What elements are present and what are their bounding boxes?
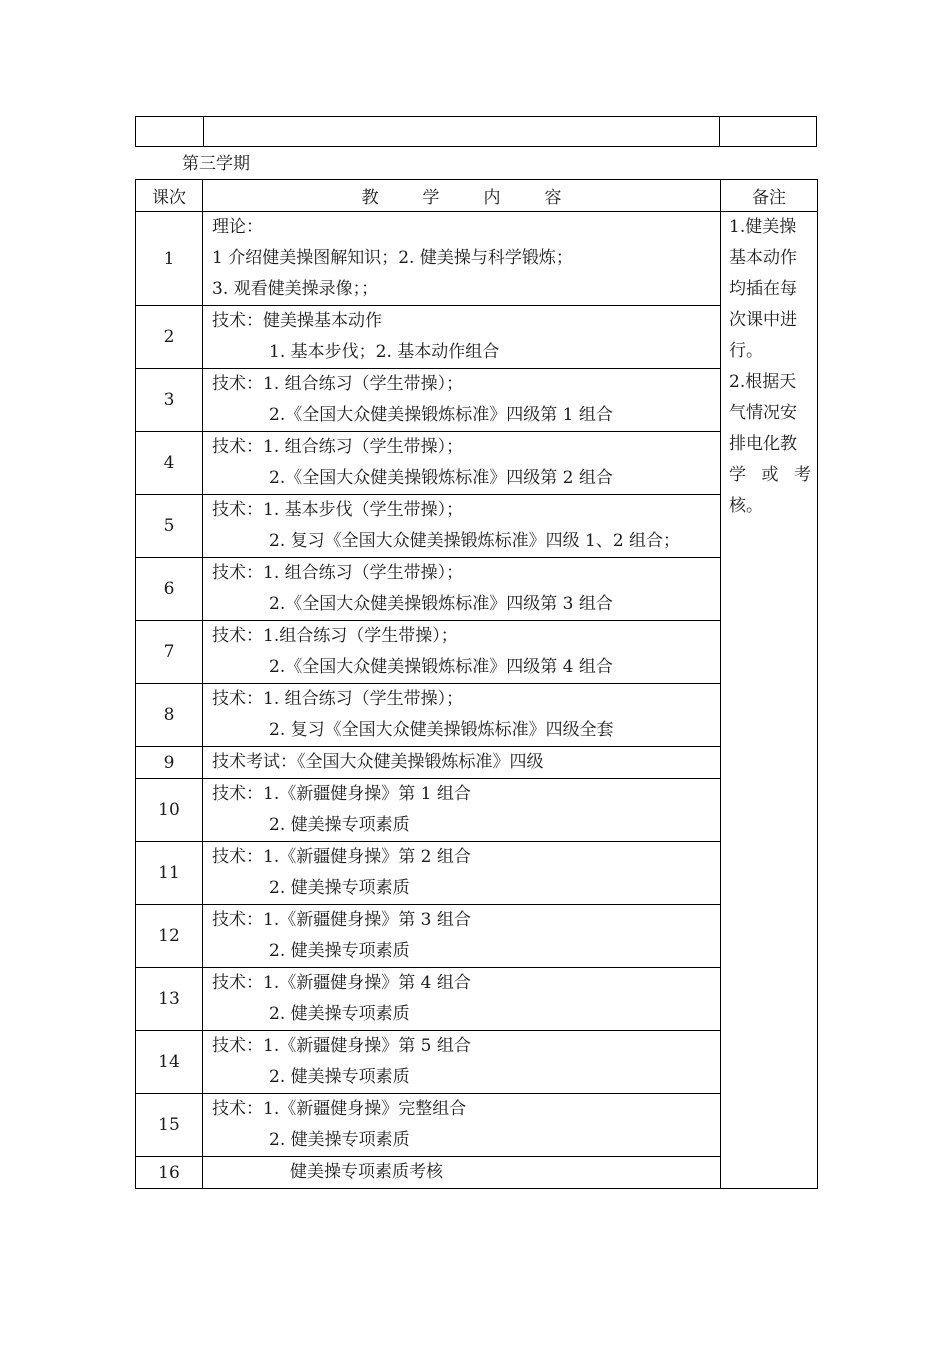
lesson-content [203, 432, 721, 495]
lesson-number: 10 [136, 779, 203, 842]
lesson-content-line: 1. 基本步伐；2. 基本动作组合 [269, 342, 500, 362]
lesson-number: 5 [136, 495, 203, 558]
lesson-number: 3 [136, 369, 203, 432]
lesson-content-line: 2. 健美操专项素质 [269, 1130, 410, 1150]
table-row [136, 1031, 818, 1094]
lesson-number: 4 [136, 432, 203, 495]
lesson-number: 14 [136, 1031, 203, 1094]
lesson-content-line: 2. 健美操专项素质 [269, 878, 410, 898]
lesson-number: 8 [136, 684, 203, 747]
lesson-content-line: 理论： [212, 217, 263, 237]
header-lesson: 课次 [136, 180, 203, 212]
stub-cell-lesson [136, 117, 204, 146]
notes-line: 气情况安 [729, 403, 797, 423]
notes-line: 2.根据天 [729, 372, 797, 392]
table-header-row [136, 180, 818, 212]
header-content-char: 内 [483, 188, 501, 208]
lesson-content-line: 2.《全国大众健美操锻炼标准》四级第 3 组合 [269, 594, 613, 614]
table-row [136, 558, 818, 621]
lesson-content-line: 技术：1.《新疆健身操》第 5 组合 [212, 1036, 471, 1056]
stub-cell-content [204, 117, 720, 146]
lesson-number: 16 [136, 1157, 203, 1189]
lesson-content [203, 905, 721, 968]
lesson-number: 1 [136, 212, 203, 306]
table-row [136, 747, 818, 779]
lesson-content [203, 621, 721, 684]
lesson-content-line: 2.《全国大众健美操锻炼标准》四级第 4 组合 [269, 657, 613, 677]
table-row [136, 1094, 818, 1157]
lesson-content-line: 技术：1.《新疆健身操》第 4 组合 [212, 973, 471, 993]
lesson-content-line: 技术：健美操基本动作 [212, 311, 382, 331]
lesson-content-line: 1 介绍健美操图解知识；2. 健美操与科学锻炼； [212, 248, 573, 268]
lesson-number: 6 [136, 558, 203, 621]
notes-line: 均插在每 [729, 279, 797, 299]
header-content-char: 教 [361, 188, 379, 208]
table-row [136, 684, 818, 747]
lesson-content [203, 212, 721, 306]
lesson-content [203, 747, 721, 779]
lesson-content-line: 2. 健美操专项素质 [269, 1067, 410, 1087]
lesson-content [203, 495, 721, 558]
lesson-content-line: 2. 健美操专项素质 [269, 1004, 410, 1024]
notes-line: 排电化教 [729, 434, 797, 454]
notes-line: 次课中进 [729, 310, 797, 330]
lesson-number: 11 [136, 842, 203, 905]
lesson-content-line: 技术：1. 组合练习（学生带操）； [212, 437, 464, 457]
stub-cell-notes [720, 117, 816, 146]
lesson-number: 7 [136, 621, 203, 684]
lesson-content-line: 2. 复习《全国大众健美操锻炼标准》四级 1、2 组合； [269, 531, 681, 551]
lesson-content-line: 技术：1.组合练习（学生带操）； [212, 626, 458, 646]
header-content-char: 容 [544, 188, 562, 208]
lesson-content-line: 技术考试：《全国大众健美操锻炼标准》四级 [212, 752, 544, 772]
lesson-content-line: 2. 复习《全国大众健美操锻炼标准》四级全套 [269, 720, 614, 740]
table-row [136, 1157, 818, 1189]
lesson-content-line: 技术：1.《新疆健身操》第 3 组合 [212, 910, 471, 930]
table-row [136, 842, 818, 905]
notes-line: 行。 [729, 341, 763, 361]
lesson-number: 12 [136, 905, 203, 968]
term-title: 第三学期 [182, 154, 250, 174]
table-row [136, 495, 818, 558]
table-row [136, 306, 818, 369]
lesson-content-line: 技术：1.《新疆健身操》完整组合 [212, 1099, 467, 1119]
table-row [136, 369, 818, 432]
lesson-content [203, 842, 721, 905]
lesson-number: 2 [136, 306, 203, 369]
table-row [136, 779, 818, 842]
header-content-char: 学 [422, 188, 440, 208]
lesson-content-line: 技术：1. 组合练习（学生带操）； [212, 374, 464, 394]
lesson-content [203, 306, 721, 369]
lesson-number: 9 [136, 747, 203, 779]
lesson-content-line: 2.《全国大众健美操锻炼标准》四级第 1 组合 [269, 405, 613, 425]
table-row [136, 432, 818, 495]
notes-line: 1.健美操 [729, 217, 797, 237]
notes-line: 学 或 考 [729, 465, 811, 485]
notes-line: 核。 [729, 496, 763, 516]
lesson-content [203, 369, 721, 432]
lesson-content-line: 健美操专项素质考核 [290, 1162, 443, 1182]
lesson-content-line: 3. 观看健美操录像；； [212, 279, 379, 299]
lesson-content [203, 684, 721, 747]
lesson-content-line: 技术：1. 组合练习（学生带操）； [212, 563, 464, 583]
schedule-table [135, 179, 818, 1189]
lesson-content-line: 2.《全国大众健美操锻炼标准》四级第 2 组合 [269, 468, 613, 488]
lesson-content-line: 2. 健美操专项素质 [269, 815, 410, 835]
table-row [136, 968, 818, 1031]
notes-cell [721, 212, 818, 1189]
lesson-number: 13 [136, 968, 203, 1031]
lesson-number: 15 [136, 1094, 203, 1157]
notes-line: 基本动作 [729, 248, 797, 268]
lesson-content [203, 1157, 721, 1189]
lesson-content-line: 技术：1. 组合练习（学生带操）； [212, 689, 464, 709]
lesson-content [203, 1094, 721, 1157]
table-row [136, 212, 818, 306]
lesson-content [203, 968, 721, 1031]
lesson-content-line: 技术：1.《新疆健身操》第 2 组合 [212, 847, 471, 867]
previous-table-tail [135, 116, 817, 147]
header-content [203, 180, 721, 212]
lesson-content [203, 558, 721, 621]
lesson-content-line: 2. 健美操专项素质 [269, 941, 410, 961]
table-row [136, 905, 818, 968]
header-notes: 备注 [721, 180, 818, 212]
lesson-content-line: 技术：1.《新疆健身操》第 1 组合 [212, 784, 471, 804]
lesson-content [203, 1031, 721, 1094]
table-row [136, 621, 818, 684]
lesson-content [203, 779, 721, 842]
lesson-content-line: 技术：1. 基本步伐（学生带操）； [212, 500, 464, 520]
